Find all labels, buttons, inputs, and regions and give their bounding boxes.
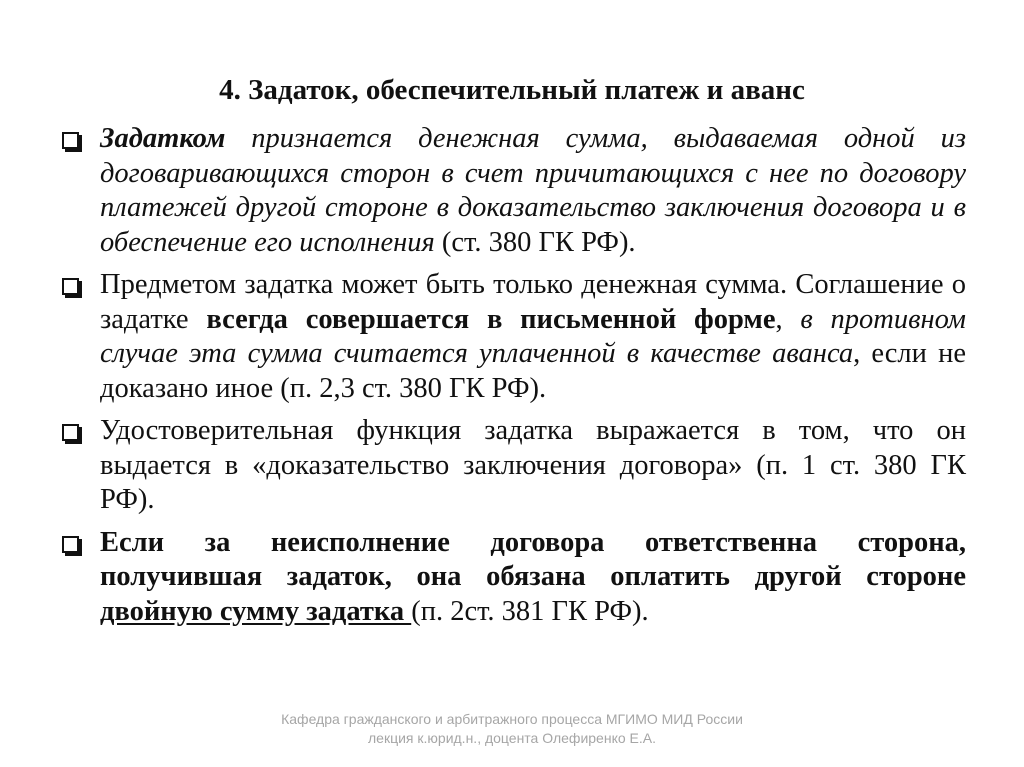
slide-title: 4. Задаток, обеспечительный платеж и аванс <box>219 74 805 106</box>
checkbox-square-icon <box>62 536 79 553</box>
checkbox-square-icon <box>62 278 79 295</box>
footer <box>0 710 1024 748</box>
footer-line-2: лекция к.юрид.н., доцента Олефиренко Е.А. <box>368 730 656 746</box>
item-3-run-1: Удостоверительная функция задатка выражается в том, что он выдается в «доказательство заключения договора» (п. 1 ст. 380 ГК РФ). <box>100 415 966 515</box>
item-4-run-1: Если за неисполнение договора ответственна сторона, получившая задаток, она обязана оплатить другой стороне <box>100 526 966 592</box>
item-2-run-5: , если не доказано иное (п. 2,3 ст. 380 ГК РФ). <box>100 338 966 404</box>
bullet-item-2 <box>62 268 966 406</box>
checkbox-square-icon <box>62 132 79 149</box>
item-2-run-3: , <box>775 303 801 335</box>
item-2-run-4: в противном случае эта сумма считается уплаченной в качестве аванса <box>100 303 966 369</box>
bullet-item-3 <box>62 414 966 518</box>
item-1-run-3: (ст. 380 ГК РФ). <box>434 226 636 258</box>
item-4-run-2: двойную сумму задатка <box>100 595 412 627</box>
item-1-run-1: Задатком <box>100 123 226 154</box>
item-1-run-2: признается денежная сумма, выдаваемая одной из договаривающихся сторон в счет причитающихся с нее по договору платежей другой стороне в доказательство заключения договора и в обеспечение его исполнения <box>100 123 966 258</box>
bullet-list <box>62 122 966 637</box>
bullet-item-1 <box>62 122 966 260</box>
item-4-run-3: (п. 2ст. 381 ГК РФ). <box>411 595 649 627</box>
item-2-run-2: всегда совершается в письменной форме <box>206 303 776 335</box>
footer-line-1: Кафедра гражданского и арбитражного процесса МГИМО МИД России <box>281 711 743 727</box>
checkbox-square-icon <box>62 424 79 441</box>
bullet-item-4 <box>62 526 966 630</box>
item-2-run-1: Предметом задатка может быть только денежная сумма. Соглашение о задатке <box>100 269 966 335</box>
